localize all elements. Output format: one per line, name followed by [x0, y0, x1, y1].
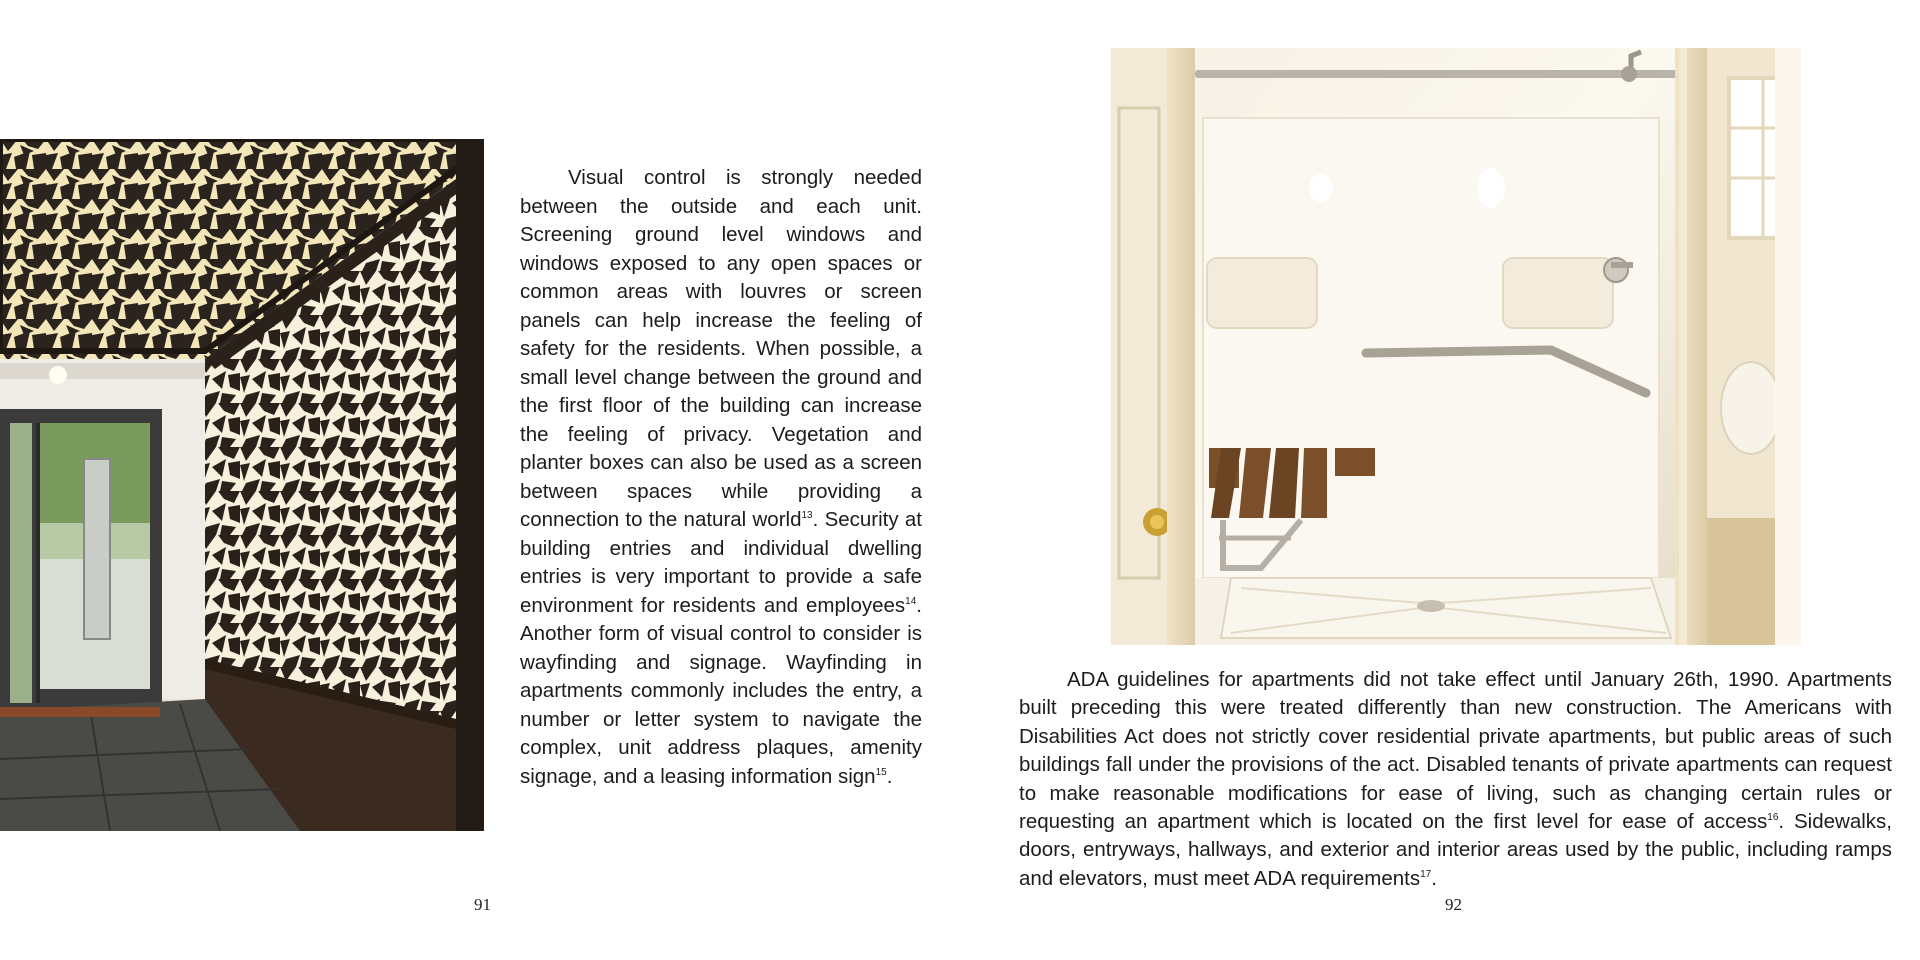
- lobby-lattice-illustration: [0, 139, 484, 831]
- page-number-left: 91: [474, 895, 491, 914]
- left-paragraph: Visual control is strongly needed between the outside and each unit. Screening ground level windows and windows exposed to any open spaces or common areas with louvres or screen panels can help increase the feeling of safety for the residents. When possible, a small level change between the ground and the first floor of the building can increase the feeling of privacy. Vegetation and planter boxes can also be used as a screen between spaces while providing a connection to the natural world$^{13}$. Security at building entries and individual dwelling entries is very important to provide a safe environment for residents and employees$^{14}$. Another form of visual control to consider is wayfinding and signage. Wayfinding in apartments commonly includes the entry, a number or letter system to navigate the complex, unit address plaques, amenity signage, and a leasing information sign$^{15}$.: [520, 166, 922, 788]
- footnote-ref[interactable]: 15: [875, 766, 887, 778]
- right-paragraph: ADA guidelines for apartments did not take effect until January 26th, 1990. Apartments built preceding this were treated differently than new construction. The Americans with Disabilities Act does not strictly cover residential private apartments, but public areas of such buildings fall under the provisions of the act. Disabled tenants of private apartments can request to make reasonable modifications for ease of living, such as changing certain rules or requesting an apartment which is located on the first level for ease of access$^{16}$. Sidewalks, doors, entryways, hallways, and exterior and interior areas used by the public, including ramps and elevators, must meet ADA requirements$^{17}$.: [1019, 668, 1892, 890]
- footnote-ref[interactable]: 16: [1767, 812, 1779, 824]
- accessible-shower-photo: [1111, 48, 1801, 645]
- footnote-ref[interactable]: 17: [1420, 869, 1432, 881]
- lobby-lattice-photo: [0, 139, 484, 831]
- footnote-ref[interactable]: 14: [905, 595, 917, 607]
- left-body-text: [520, 164, 922, 791]
- page-number-right: 92: [1445, 895, 1462, 914]
- right-body-text: [1019, 666, 1892, 893]
- accessible-shower-illustration: [1111, 48, 1801, 645]
- footnote-ref[interactable]: 13: [801, 510, 813, 522]
